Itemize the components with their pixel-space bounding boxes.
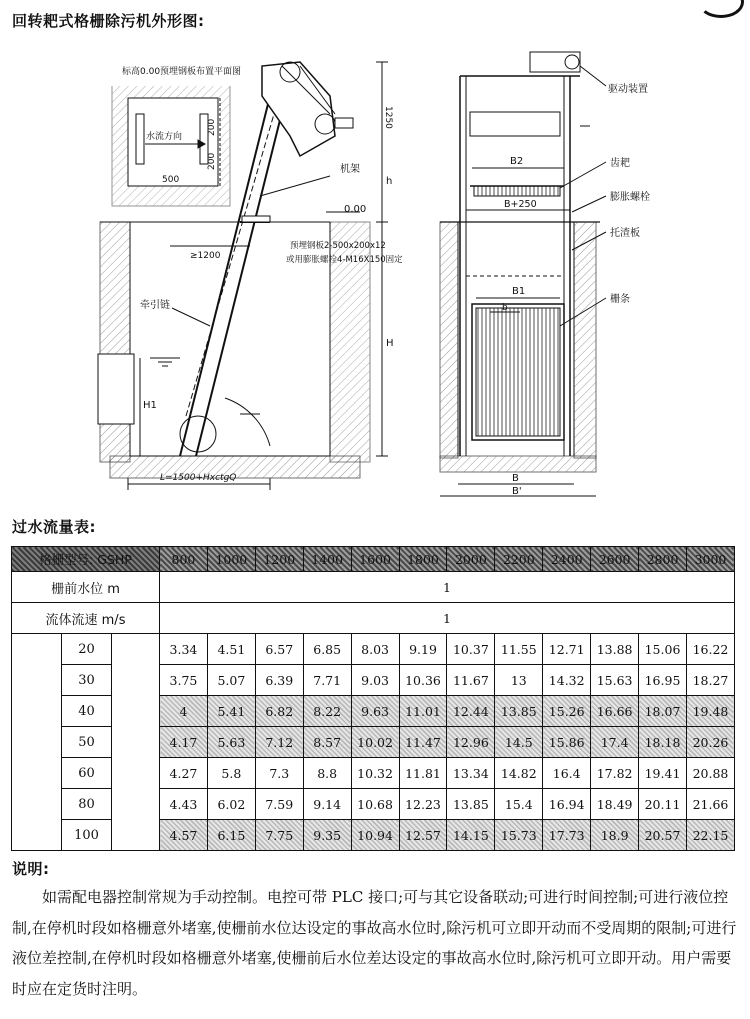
flow-value-cell: 6.85 xyxy=(303,634,351,665)
dim-B1: B1 xyxy=(512,286,526,297)
flow-value-cell: 19.41 xyxy=(639,758,687,789)
bar-label: 栅条 xyxy=(610,294,630,305)
flow-value-cell: 19.48 xyxy=(686,696,734,727)
flow-value-cell: 16.4 xyxy=(543,758,591,789)
dim-500: 500 xyxy=(162,175,180,185)
flow-value-cell: 9.63 xyxy=(351,696,399,727)
elevation-000: 0.00 xyxy=(344,204,367,215)
flow-value-cell: 16.22 xyxy=(686,634,734,665)
flow-value-cell: 6.39 xyxy=(255,665,303,696)
flow-value-cell: 13.34 xyxy=(447,758,495,789)
front-elevation-view xyxy=(440,52,606,496)
dim-H: H xyxy=(386,338,394,349)
flow-value-cell: 18.49 xyxy=(591,789,639,820)
flow-value-cell: 11.55 xyxy=(495,634,543,665)
flow-value-cell: 10.32 xyxy=(351,758,399,789)
flow-value-cell: 9.03 xyxy=(351,665,399,696)
flow-value-cell: 4.17 xyxy=(160,727,208,758)
drawing-section-title: 回转耙式格栅除污机外形图: xyxy=(12,12,205,30)
dim-H1: H1 xyxy=(143,400,157,411)
table-section-title: 过水流量表: xyxy=(12,518,96,536)
plate-note-1: 预埋钢板2-500x200x12 xyxy=(290,241,386,251)
flow-value-cell: 15.73 xyxy=(495,820,543,851)
flow-value-cell: 10.37 xyxy=(447,634,495,665)
flow-value-cell: 22.15 xyxy=(686,820,734,851)
table-header-row xyxy=(12,547,735,572)
flow-value-cell: 10.94 xyxy=(351,820,399,851)
flow-value-cell: 14.5 xyxy=(495,727,543,758)
corner-logo-mark xyxy=(698,0,744,18)
flow-value-cell: 20.88 xyxy=(686,758,734,789)
depth-cell: 50 xyxy=(62,727,112,758)
flow-value-cell: 18.27 xyxy=(686,665,734,696)
flow-value-cell: 7.75 xyxy=(255,820,303,851)
model-header-cell: 800 xyxy=(160,547,208,572)
slag-plate-label: 托渣板 xyxy=(610,228,640,239)
flow-value-cell: 13 xyxy=(495,665,543,696)
flow-speed-label: 流体流速 m/s xyxy=(12,603,160,634)
outline-drawing xyxy=(0,36,750,506)
dim-1200: ≥1200 xyxy=(190,251,221,261)
flow-value-cell: 9.14 xyxy=(303,789,351,820)
flow-value-cell: 10.68 xyxy=(351,789,399,820)
flow-value-cell: 6.15 xyxy=(207,820,255,851)
dim-b: b xyxy=(502,303,508,313)
plate-note-2: 或用膨胀螺栓4-M16X150固定 xyxy=(286,255,403,265)
flow-value-cell: 17.73 xyxy=(543,820,591,851)
depth-cell: 30 xyxy=(62,665,112,696)
model-header-cell: 1800 xyxy=(399,547,447,572)
dim-1250: 1250 xyxy=(383,106,393,129)
flow-value-cell: 11.67 xyxy=(447,665,495,696)
flow-value-cell: 15.86 xyxy=(543,727,591,758)
water-level-row xyxy=(12,572,735,603)
flow-value-cell: 21.66 xyxy=(686,789,734,820)
depth-cell: 60 xyxy=(62,758,112,789)
flow-value-cell: 9.35 xyxy=(303,820,351,851)
frame-label: 机架 xyxy=(340,164,360,175)
flow-value-cell: 11.81 xyxy=(399,758,447,789)
flow-value-cell: 6.57 xyxy=(255,634,303,665)
water-level-label: 栅前水位 m xyxy=(12,572,160,603)
flow-value-cell: 4.43 xyxy=(160,789,208,820)
flow-value-cell: 14.15 xyxy=(447,820,495,851)
flow-value-cell: 4 xyxy=(160,696,208,727)
blank-unit-cell xyxy=(112,634,160,851)
flow-value-cell: 12.71 xyxy=(543,634,591,665)
dim-200a: 200 xyxy=(207,118,217,136)
dim-B-plus-250: B+250 xyxy=(504,199,537,210)
flow-value-cell: 7.12 xyxy=(255,727,303,758)
flow-value-cell: 10.36 xyxy=(399,665,447,696)
model-header-cell: 2400 xyxy=(543,547,591,572)
model-header-cell: 1200 xyxy=(255,547,303,572)
flow-value-cell: 20.57 xyxy=(639,820,687,851)
chain-label: 牵引链 xyxy=(140,300,170,311)
table-row xyxy=(12,634,735,665)
flow-value-cell: 5.41 xyxy=(207,696,255,727)
flow-value-cell: 3.75 xyxy=(160,665,208,696)
dim-B2: B2 xyxy=(510,156,524,167)
flow-value-cell: 20.26 xyxy=(686,727,734,758)
flow-value-cell: 12.96 xyxy=(447,727,495,758)
flow-value-cell: 16.94 xyxy=(543,789,591,820)
flow-value-cell: 11.01 xyxy=(399,696,447,727)
model-header-cell: 2200 xyxy=(495,547,543,572)
flow-value-cell: 18.07 xyxy=(639,696,687,727)
flow-value-cell: 14.82 xyxy=(495,758,543,789)
water-direction-label: 水流方向 xyxy=(146,132,183,142)
depth-cell: 100 xyxy=(62,820,112,851)
flow-value-cell: 16.95 xyxy=(639,665,687,696)
flow-value-cell: 7.71 xyxy=(303,665,351,696)
bolt-label: 膨胀螺栓 xyxy=(610,192,650,203)
flow-value-cell: 14.32 xyxy=(543,665,591,696)
water-level-value: 1 xyxy=(160,572,735,603)
dim-200b: 200 xyxy=(207,152,217,170)
flow-value-cell: 5.07 xyxy=(207,665,255,696)
flow-value-cell: 12.23 xyxy=(399,789,447,820)
flow-value-cell: 4.27 xyxy=(160,758,208,789)
depth-cell: 40 xyxy=(62,696,112,727)
flow-value-cell: 13.88 xyxy=(591,634,639,665)
depth-cell: 20 xyxy=(62,634,112,665)
dim-h: h xyxy=(386,176,393,187)
flow-value-cell: 6.02 xyxy=(207,789,255,820)
flow-speed-value: 1 xyxy=(160,603,735,634)
drive-label: 驱动装置 xyxy=(608,84,648,95)
flow-value-cell: 4.57 xyxy=(160,820,208,851)
flow-value-cell: 13.85 xyxy=(447,789,495,820)
flow-value-cell: 4.51 xyxy=(207,634,255,665)
model-header-cell: 1400 xyxy=(303,547,351,572)
flow-value-cell: 10.02 xyxy=(351,727,399,758)
notes-paragraph: 如需配电器控制常规为手动控制。电控可带 PLC 接口;可与其它设备联动;可进行时间控制;可进行液位控制,在停机时段如格栅意外堵塞,使栅前水位达设定的事故高水位时,除污机可立即开动而不受周期的限制;可进行液位差控制,在停机时段如格栅意外堵塞,使栅前后水位差达设定的事故高水位时,除污机可立即开动。用户需要时应在定货时注明。 xyxy=(12,888,737,998)
flow-rate-table xyxy=(11,546,735,851)
flow-value-cell: 8.57 xyxy=(303,727,351,758)
flow-value-cell: 7.59 xyxy=(255,789,303,820)
flow-value-cell: 12.44 xyxy=(447,696,495,727)
depth-cell: 80 xyxy=(62,789,112,820)
flow-value-cell: 12.57 xyxy=(399,820,447,851)
length-formula: L=1500+HxctgQ xyxy=(160,473,237,483)
flow-value-cell: 18.9 xyxy=(591,820,639,851)
dim-B-prime: B' xyxy=(512,486,522,497)
model-header-cell: 2600 xyxy=(591,547,639,572)
flow-value-cell: 6.82 xyxy=(255,696,303,727)
flow-value-cell: 11.47 xyxy=(399,727,447,758)
flow-speed-row xyxy=(12,603,735,634)
rake-label: 齿耙 xyxy=(610,158,630,169)
side-elevation-view xyxy=(98,62,388,490)
flow-value-cell: 7.3 xyxy=(255,758,303,789)
flow-value-cell: 18.18 xyxy=(639,727,687,758)
flow-value-cell: 15.4 xyxy=(495,789,543,820)
flow-value-cell: 5.8 xyxy=(207,758,255,789)
flow-value-cell: 16.66 xyxy=(591,696,639,727)
model-header-cell: 2800 xyxy=(639,547,687,572)
flow-value-cell: 13.85 xyxy=(495,696,543,727)
flow-value-cell: 8.03 xyxy=(351,634,399,665)
flow-value-cell: 5.63 xyxy=(207,727,255,758)
model-header-cell: 1000 xyxy=(207,547,255,572)
flow-value-cell: 8.8 xyxy=(303,758,351,789)
model-header-cell: 3000 xyxy=(686,547,734,572)
blank-label-cell xyxy=(12,634,62,851)
flow-value-cell: 15.06 xyxy=(639,634,687,665)
flow-value-cell: 8.22 xyxy=(303,696,351,727)
flow-value-cell: 15.26 xyxy=(543,696,591,727)
model-header-cell: 1600 xyxy=(351,547,399,572)
flow-value-cell: 17.4 xyxy=(591,727,639,758)
flow-value-cell: 20.11 xyxy=(639,789,687,820)
flow-value-cell: 9.19 xyxy=(399,634,447,665)
notes-section-title: 说明: xyxy=(12,860,50,878)
model-header-label: 格栅型号: GSHP xyxy=(12,547,160,572)
flow-value-cell: 15.63 xyxy=(591,665,639,696)
model-header-cell: 2000 xyxy=(447,547,495,572)
plan-label: 标高0.00预埋钢板布置平面图 xyxy=(122,67,242,77)
flow-value-cell: 3.34 xyxy=(160,634,208,665)
dim-B: B xyxy=(512,473,519,484)
flow-value-cell: 17.82 xyxy=(591,758,639,789)
